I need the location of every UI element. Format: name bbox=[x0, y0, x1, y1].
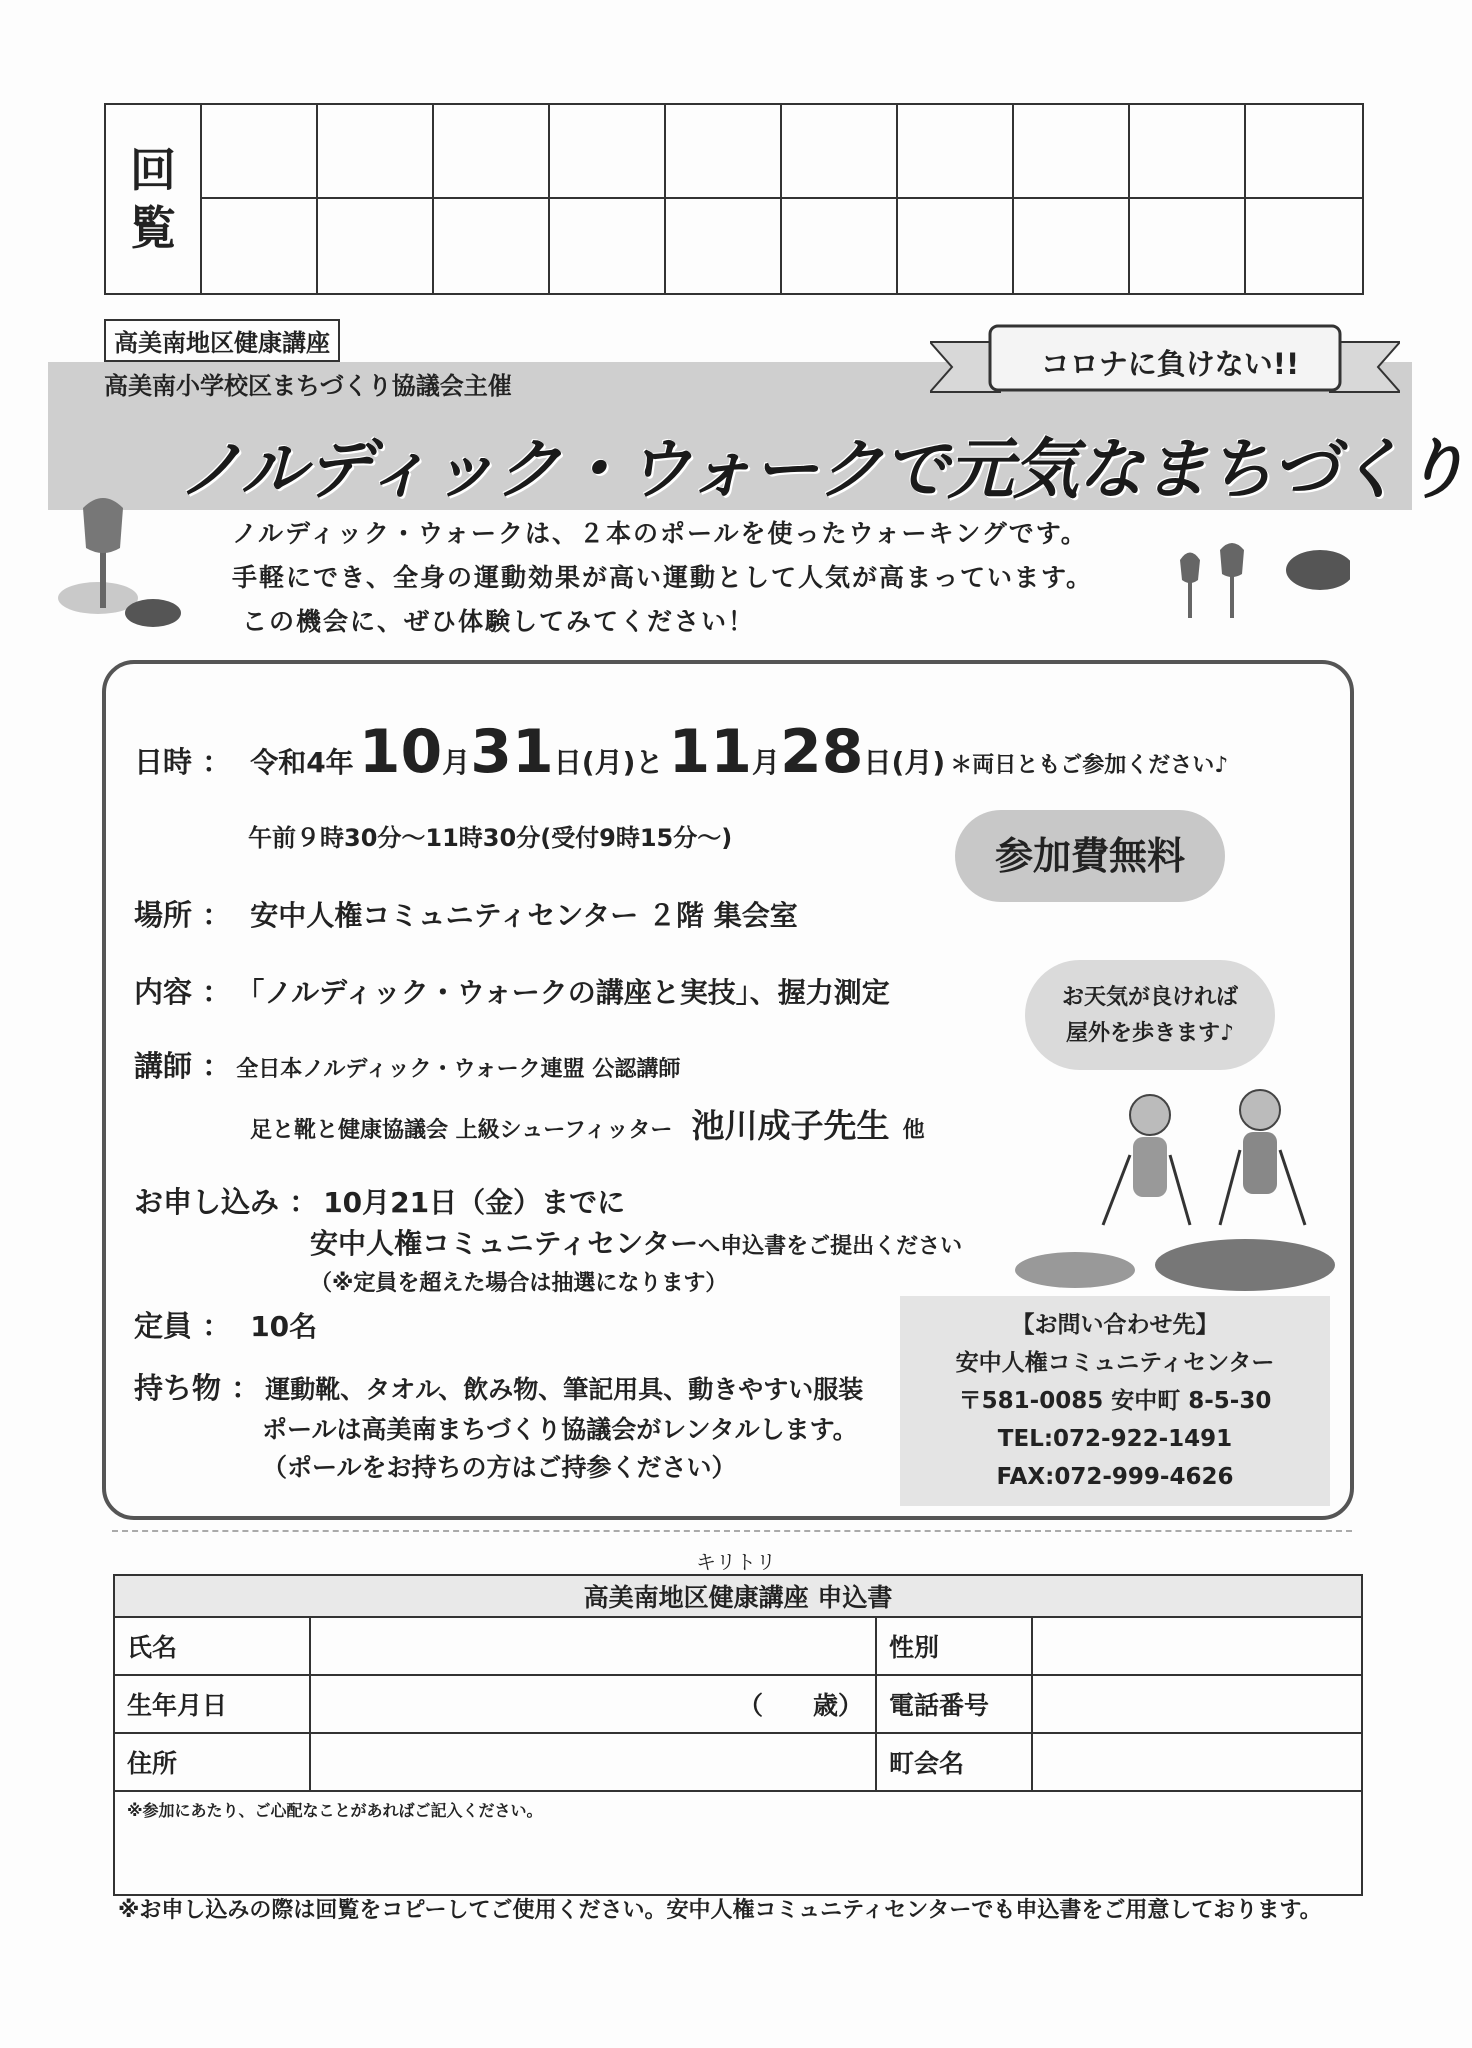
items-row: 持ち物 ： 運動靴、タオル、飲み物、筆記用具、動きやすい服装 bbox=[134, 1371, 864, 1405]
circulation-stamp-grid bbox=[104, 103, 1364, 295]
stamp-cells bbox=[202, 105, 1362, 293]
phone-label: 電話番号 bbox=[876, 1675, 1032, 1733]
stamp-cell[interactable] bbox=[318, 105, 434, 199]
town-label: 町会名 bbox=[876, 1733, 1032, 1791]
apply-note: （※定員を超えた場合は抽選になります） bbox=[310, 1271, 728, 1296]
notes-label: ※参加にあたり、ご心配なことがあればご記入ください。 bbox=[127, 1801, 543, 1820]
form-title: 高美南地区健康講座 申込書 bbox=[114, 1575, 1362, 1617]
datetime-row: 日時 ： 令和4年 10月31日(月)と 11月28日(月) ＊両日ともご参加ください♪ bbox=[134, 717, 1229, 787]
birthdate-label: 生年月日 bbox=[114, 1675, 310, 1733]
stamp-cell[interactable] bbox=[782, 105, 898, 199]
capacity-row: 定員 ： 10名 bbox=[134, 1309, 318, 1343]
weather-cloud: お天気が良ければ 屋外を歩きます♪ bbox=[1025, 960, 1275, 1070]
stamp-cell[interactable] bbox=[550, 105, 666, 199]
items-line2: ポールは高美南まちづくり協議会がレンタルします。 bbox=[262, 1415, 858, 1444]
page-title: ノルディック・ウォークで元気なまちづくり bbox=[178, 431, 1467, 508]
stamp-cell[interactable] bbox=[666, 105, 782, 199]
instructor-detail: 足と靴と健康協議会 上級シューフィッター 池川成子先生 他 bbox=[250, 1106, 925, 1145]
cut-label: キリトリ bbox=[696, 1550, 776, 1574]
organizer: 高美南小学校区まちづくり協議会主催 bbox=[104, 372, 512, 400]
event-time: 午前９時30分～11時30分(受付9時15分～) bbox=[248, 824, 733, 852]
stamp-cell[interactable] bbox=[202, 199, 318, 293]
items-line3: （ポールをお持ちの方はご持参ください） bbox=[262, 1453, 737, 1482]
stamp-cell[interactable] bbox=[1246, 199, 1362, 293]
nordic-walkers-illustration bbox=[975, 1085, 1355, 1295]
footer-note: ※お申し込みの際は回覧をコピーしてご使用ください。安中人権コミュニティセンターでも申込書をご用意しております。 bbox=[118, 1898, 1322, 1923]
stamp-cell[interactable] bbox=[1130, 199, 1246, 293]
name-field[interactable] bbox=[310, 1617, 876, 1675]
intro-text: ノルディック・ウォークは、２本のポールを使ったウォーキングです。 手軽にでき、全身の運動効果が高い運動として人気が高まっています。 この機会に、ぜひ体験してみてください！ bbox=[232, 519, 1094, 636]
instructor-row: 講師 ： 全日本ノルディック・ウォーク連盟 公認講師 bbox=[134, 1049, 681, 1083]
fee-badge: 参加費無料 bbox=[955, 810, 1225, 902]
stamp-cell[interactable] bbox=[1014, 199, 1130, 293]
birthdate-field[interactable] bbox=[310, 1675, 876, 1733]
content-row: 内容 ： 「ノルディック・ウォークの講座と実技」、握力測定 bbox=[134, 975, 890, 1009]
apply-row: お申し込み ： 10月21日（金）までに bbox=[134, 1185, 626, 1219]
notes-field[interactable] bbox=[114, 1791, 1362, 1895]
apply-where: 安中人権コミュニティセンターへ申込書をご提出ください bbox=[310, 1227, 963, 1260]
town-field[interactable] bbox=[1032, 1733, 1362, 1791]
gender-label: 性別 bbox=[876, 1617, 1032, 1675]
stamp-cell[interactable] bbox=[898, 105, 1014, 199]
contact-box: 【お問い合わせ先】 安中人権コミュニティセンター 〒581-0085 安中町 8-5-30 TEL:072-922-1491 FAX:072-999-4626 bbox=[900, 1296, 1330, 1506]
ribbon-text: コロナに負けない!! bbox=[1040, 347, 1300, 381]
address-field[interactable] bbox=[310, 1733, 876, 1791]
venue-row: 場所 ： 安中人権コミュニティセンター ２階 集会室 bbox=[134, 898, 798, 932]
stamp-cell[interactable] bbox=[434, 105, 550, 199]
stamp-cell[interactable] bbox=[202, 105, 318, 199]
gender-field[interactable] bbox=[1032, 1617, 1362, 1675]
tulip-icon bbox=[1170, 540, 1350, 630]
stamp-cell[interactable] bbox=[666, 199, 782, 293]
address-label: 住所 bbox=[114, 1733, 310, 1791]
stamp-cell[interactable] bbox=[1246, 105, 1362, 199]
age-label: （ 歳） bbox=[737, 1691, 863, 1720]
stamp-cell[interactable] bbox=[318, 199, 434, 293]
cut-line bbox=[112, 1530, 1352, 1532]
stamp-cell[interactable] bbox=[1014, 105, 1130, 199]
stamp-cell[interactable] bbox=[898, 199, 1014, 293]
district-tag: 高美南地区健康講座 bbox=[104, 319, 340, 362]
stamp-cell[interactable] bbox=[550, 199, 666, 293]
stamp-cell[interactable] bbox=[782, 199, 898, 293]
stamp-cell[interactable] bbox=[434, 199, 550, 293]
application-form bbox=[113, 1574, 1363, 1896]
phone-field[interactable] bbox=[1032, 1675, 1362, 1733]
tulip-icon bbox=[58, 488, 208, 628]
name-label: 氏名 bbox=[114, 1617, 310, 1675]
stamp-cell[interactable] bbox=[1130, 105, 1246, 199]
circulation-label: 回 覧 bbox=[106, 105, 202, 293]
